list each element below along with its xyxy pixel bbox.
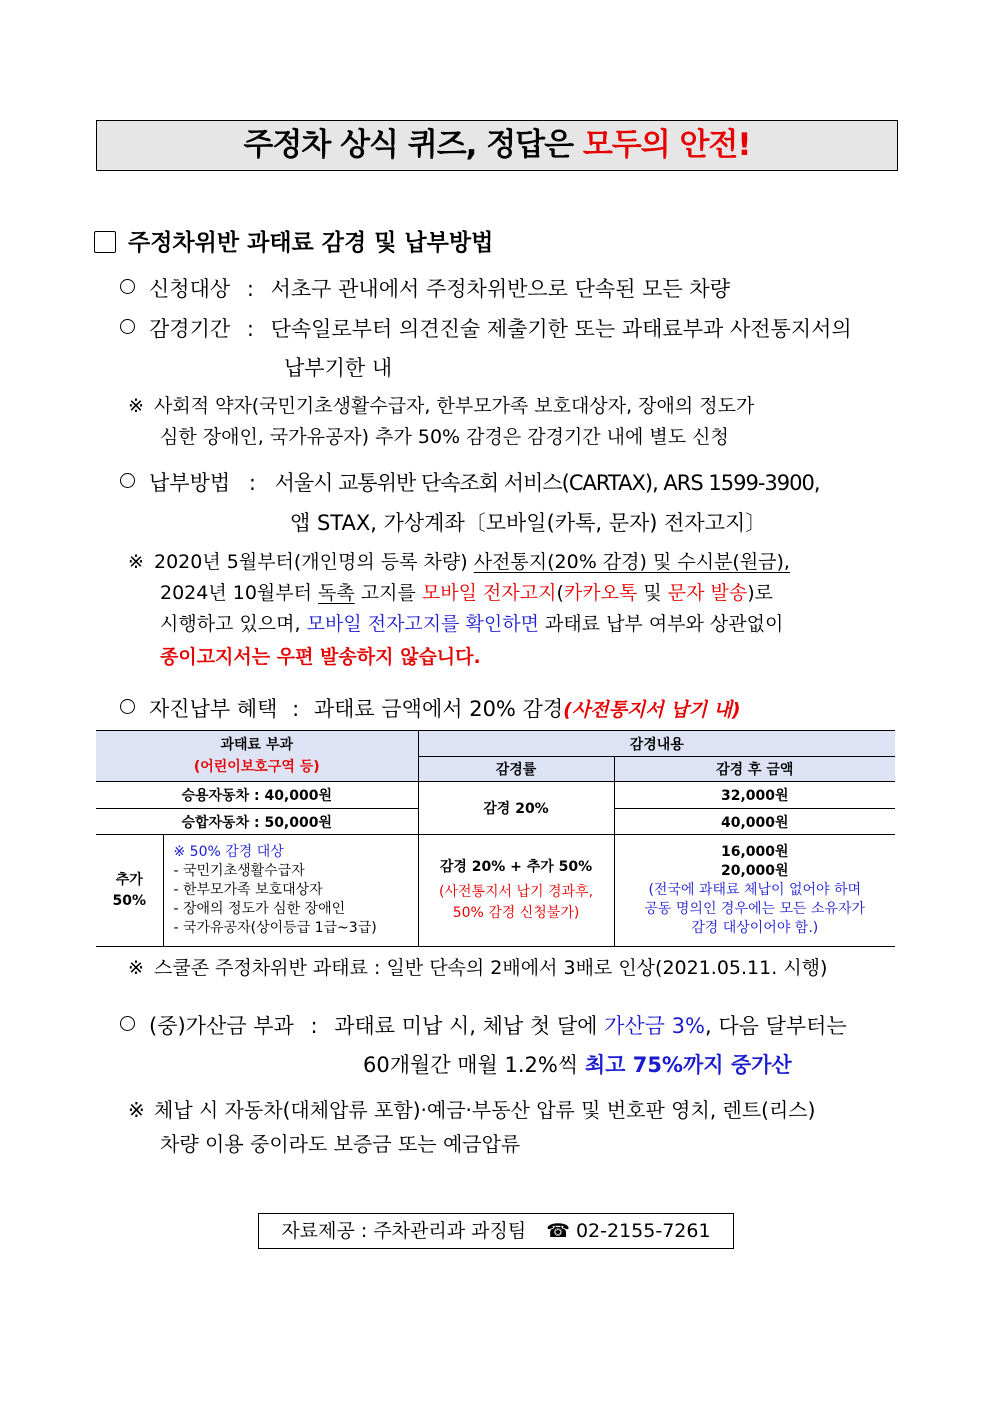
colon: : bbox=[246, 277, 254, 301]
targets-title: ※ 50% 감경 대상 bbox=[173, 844, 284, 860]
schoolzone-note bbox=[128, 953, 827, 983]
item-text: , 다음 달부터는 bbox=[704, 1014, 847, 1038]
item-label: 자진납부 혜택 bbox=[149, 697, 278, 721]
item-target bbox=[120, 274, 730, 304]
period-note bbox=[128, 391, 754, 421]
note-text: 고지를 bbox=[354, 582, 422, 604]
colon: : bbox=[246, 317, 254, 341]
circle-bullet-icon bbox=[120, 473, 135, 488]
extra-rate bbox=[418, 835, 614, 947]
row-rate: 감경 20% bbox=[418, 782, 614, 835]
item-emphasis: (사전통지서 납기 내) bbox=[563, 699, 741, 721]
colon: : bbox=[248, 471, 256, 495]
target-item: - 장애의 정도가 심한 장애인 bbox=[173, 901, 346, 917]
row-fine: 승합자동차 : 50,000원 bbox=[96, 809, 418, 835]
header-group: 감경내용 bbox=[418, 731, 895, 757]
circle-bullet-icon bbox=[120, 1016, 135, 1031]
note-text: 과태료 납부 여부와 상관없이 bbox=[538, 613, 784, 635]
telephone-icon: ☎ bbox=[546, 1220, 570, 1242]
note-underlined: 사전통지(20% 감경) 및 수시분(원금), bbox=[473, 551, 790, 573]
item-text: 서초구 관내에서 주정차위반으로 단속된 모든 차량 bbox=[270, 277, 730, 301]
title-red: 모두의 안전! bbox=[582, 127, 751, 163]
header-fine bbox=[96, 731, 418, 782]
note-blue: 모바일 전자고지를 확인하면 bbox=[306, 613, 539, 635]
item-surcharge bbox=[120, 1011, 847, 1041]
note-red: 모바일 전자고지 bbox=[421, 582, 557, 604]
extra-after-amount: 20,000원 bbox=[720, 863, 789, 879]
note-text: )로 bbox=[747, 582, 773, 604]
item-blue: 최고 75%까지 중가산 bbox=[584, 1053, 792, 1077]
extra-label bbox=[96, 835, 163, 947]
payment-note-line3 bbox=[160, 609, 783, 639]
item-label: 신청대상 bbox=[149, 277, 231, 301]
note-text: ( bbox=[556, 582, 564, 604]
target-item: - 국가유공자(상이등급 1급~3급) bbox=[173, 920, 377, 936]
extra-after-note: 감경 대상이어야 함.) bbox=[691, 920, 819, 936]
surcharge-note-line2: 차량 이용 중이라도 보증금 또는 예금압류 bbox=[160, 1132, 521, 1156]
note-text: 스쿨존 주정차위반 과태료 : 일반 단속의 2배에서 3배로 인상(2021.05.11. 시행) bbox=[154, 957, 828, 979]
item-label: 납부방법 bbox=[149, 471, 231, 495]
item-benefit bbox=[120, 694, 741, 725]
extra-rate-note: (사전통지서 납기 경과후, bbox=[438, 884, 594, 900]
row-after: 32,000원 bbox=[614, 782, 895, 809]
surcharge-note bbox=[128, 1095, 815, 1125]
circle-bullet-icon bbox=[120, 319, 135, 334]
source-footer bbox=[258, 1213, 734, 1249]
item-blue: 가산금 3% bbox=[604, 1014, 705, 1038]
reference-mark-icon: ※ bbox=[128, 957, 144, 979]
item-period bbox=[120, 314, 852, 344]
extra-targets bbox=[163, 835, 418, 947]
empty-square-icon bbox=[94, 231, 116, 253]
extra-label-line2: 50% bbox=[112, 892, 146, 909]
item-period-line2: 납부기한 내 bbox=[284, 356, 393, 380]
note-red: 카카오톡 bbox=[563, 582, 638, 604]
item-text: 단속일로부터 의견진술 제출기한 또는 과태료부과 사전통지서의 bbox=[270, 317, 852, 341]
note-text: 및 bbox=[637, 582, 668, 604]
item-payment-line2: 앱 STAX, 가상계좌〔모바일(카톡, 문자) 전자고지〕 bbox=[290, 511, 767, 535]
note-underlined: 독촉 bbox=[318, 582, 355, 604]
reference-mark-icon: ※ bbox=[128, 395, 144, 417]
row-fine: 승용자동차 : 40,000원 bbox=[96, 782, 418, 809]
footer-source: 자료제공 : 주차관리과 과징팀 bbox=[281, 1220, 527, 1242]
item-text: 과태료 금액에서 20% 감경 bbox=[313, 697, 564, 721]
colon: : bbox=[292, 697, 300, 721]
circle-bullet-icon bbox=[120, 699, 135, 714]
target-item: - 한부모가족 보호대상자 bbox=[173, 882, 323, 898]
payment-note-line2 bbox=[160, 578, 773, 608]
extra-label-line1: 추가 bbox=[115, 871, 143, 888]
section-heading-text: 주정차위반 과태료 감경 및 납부방법 bbox=[128, 230, 494, 256]
colon: : bbox=[310, 1014, 318, 1038]
note-text: 2020년 5월부터(개인명의 등록 차량) bbox=[154, 551, 474, 573]
header-rate: 감경률 bbox=[418, 757, 614, 782]
payment-note-line4: 종이고지서는 우편 발송하지 않습니다. bbox=[160, 646, 481, 668]
section-heading bbox=[94, 227, 493, 259]
circle-bullet-icon bbox=[120, 279, 135, 294]
note-text: 사회적 약자(국민기초생활수급자, 한부모가족 보호대상자, 장애의 정도가 bbox=[154, 395, 755, 417]
item-text: 서울시 교통위반 단속조회 서비스(CARTAX), ARS 1599-3900, bbox=[274, 471, 820, 495]
footer-phone: 02-2155-7261 bbox=[575, 1220, 711, 1242]
payment-note-line1 bbox=[128, 547, 790, 577]
item-payment bbox=[120, 468, 820, 498]
item-surcharge-line2 bbox=[363, 1050, 792, 1080]
extra-after bbox=[614, 835, 895, 947]
note-text: 체납 시 자동차(대체압류 포함)·예금·부동산 압류 및 번호판 영치, 렌트(리스) bbox=[154, 1098, 816, 1122]
note-text: 2024년 10월부터 bbox=[160, 582, 319, 604]
note-text: 시행하고 있으며, bbox=[160, 613, 307, 635]
extra-rate-note: 50% 감경 신청불가) bbox=[452, 905, 580, 921]
extra-after-note: 공동 명의인 경우에는 모든 소유자가 bbox=[644, 901, 866, 917]
reduction-table bbox=[96, 730, 895, 947]
header-fine-line1: 과태료 부과 bbox=[220, 737, 293, 753]
header-fine-line2: (어린이보호구역 등) bbox=[193, 759, 320, 775]
target-item: - 국민기초생활수급자 bbox=[173, 863, 305, 879]
title-black: 주정차 상식 퀴즈, 정답은 bbox=[243, 127, 583, 163]
period-note-line2: 심한 장애인, 국가유공자) 추가 50% 감경은 감경기간 내에 별도 신청 bbox=[160, 426, 729, 448]
item-label: (중)가산금 부과 bbox=[149, 1014, 294, 1038]
reference-mark-icon: ※ bbox=[128, 551, 144, 573]
extra-rate-text: 감경 20% + 추가 50% bbox=[439, 859, 593, 875]
row-after: 40,000원 bbox=[614, 809, 895, 835]
header-after: 감경 후 금액 bbox=[614, 757, 895, 782]
page-title bbox=[96, 120, 898, 171]
item-label: 감경기간 bbox=[149, 317, 231, 341]
reference-mark-icon: ※ bbox=[128, 1098, 145, 1122]
item-text: 과태료 미납 시, 체납 첫 달에 bbox=[334, 1014, 605, 1038]
extra-after-note: (전국에 과태료 체납이 없어야 하며 bbox=[648, 882, 862, 898]
note-red: 문자 발송 bbox=[667, 582, 748, 604]
item-text: 60개월간 매월 1.2%씩 bbox=[363, 1053, 585, 1077]
extra-after-amount: 16,000원 bbox=[720, 844, 789, 860]
